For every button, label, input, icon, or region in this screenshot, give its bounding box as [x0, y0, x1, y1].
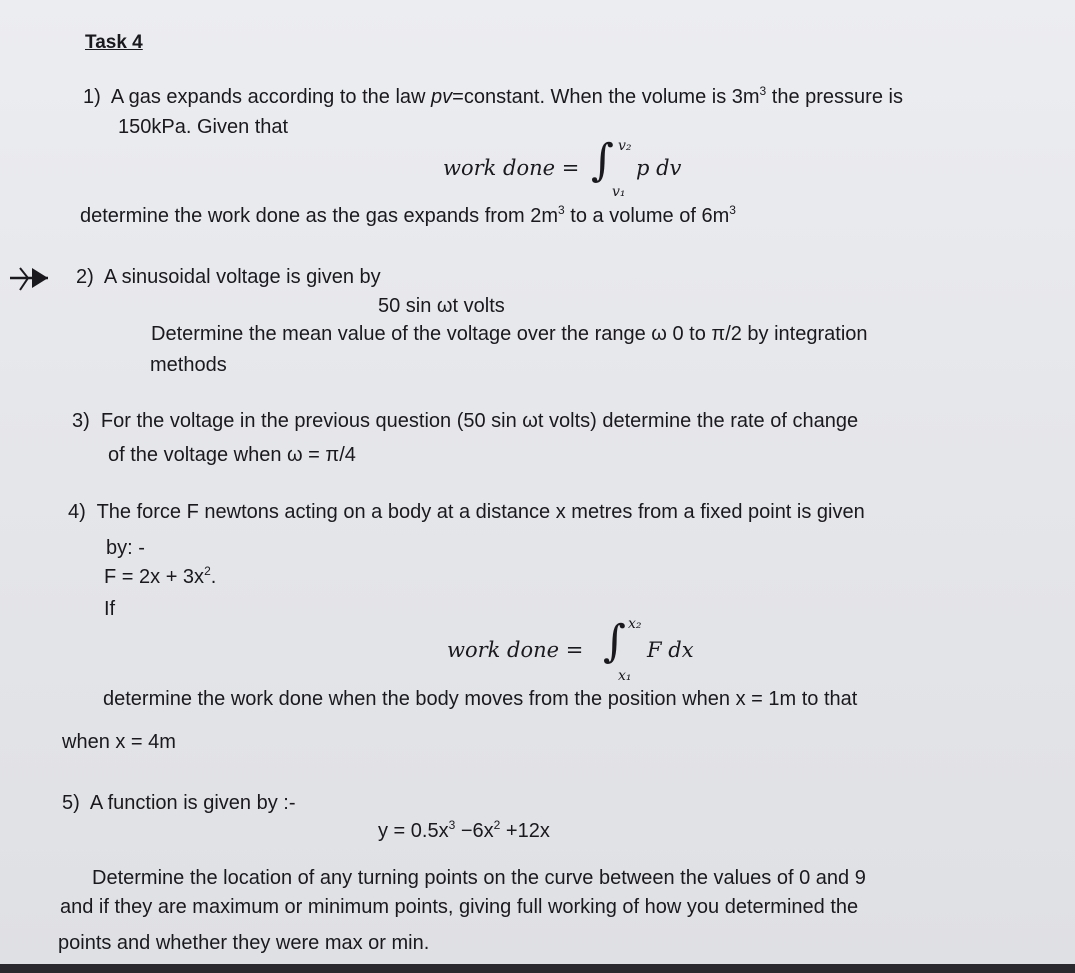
- task-title: Task 4: [85, 32, 143, 53]
- q2-line2: Determine the mean value of the voltage over the range ω 0 to π/2 by integration: [151, 323, 868, 345]
- q5-line4: points and whether they were max or min.: [58, 932, 430, 954]
- q4-line3-sup: 2: [204, 564, 211, 578]
- q1-line3-sup2: 3: [729, 203, 736, 217]
- q1-integral-sign: ∫: [591, 135, 614, 186]
- q1-line3-b: to a volume of 6m: [564, 205, 730, 227]
- q5-expr-c: +12x: [500, 820, 550, 842]
- q4-number: 4): [68, 501, 86, 523]
- arrow-mark-icon: [8, 262, 52, 296]
- q2-line3: methods: [150, 354, 227, 376]
- q5-expr: [378, 818, 550, 844]
- q1-line1: [83, 84, 903, 110]
- q5-expr-sup1: 3: [448, 818, 456, 832]
- q4-line5: determine the work done when the body moves from the position when x = 1m to that: [103, 688, 858, 710]
- q5-text: A function is given by :-: [89, 792, 296, 814]
- q1-number: 1): [83, 86, 101, 108]
- q1-upper-limit: v₂: [618, 138, 632, 154]
- q4-line6: when x = 4m: [62, 731, 176, 753]
- q5-line2: Determine the location of any turning points on the curve between the values of 0 and 9: [92, 867, 866, 889]
- q4-line3: [104, 564, 216, 590]
- q5-line3: and if they are maximum or minimum points, giving full working of how you determined the: [60, 896, 859, 918]
- q1-sup: 3: [759, 84, 767, 98]
- q1-text-a: A gas expands according to the law: [110, 86, 426, 108]
- q1-text-d: the pressure is: [766, 86, 903, 108]
- q3-number: 3): [72, 410, 90, 432]
- q2-expr: 50 sin ωt volts: [378, 295, 505, 317]
- q5-expr-a: y = 0.5x: [378, 820, 449, 842]
- q4-integral-sign: ∫: [603, 616, 626, 667]
- q1-formula-lhs: work done =: [443, 156, 580, 180]
- q1-line2: 150kPa. Given that: [118, 116, 289, 138]
- q4-line1: [68, 499, 865, 525]
- q5-expr-b: −6x: [455, 820, 494, 842]
- q4-lower-limit: x₁: [618, 668, 632, 684]
- q5-expr-sup2: 2: [493, 818, 501, 832]
- q4-text: The force F newtons acting on a body at a distance x metres from a fixed point is given: [96, 501, 865, 523]
- q1-line3-sup1: 3: [558, 203, 565, 217]
- q1-text-c: =constant. When the volume is 3m: [452, 86, 760, 108]
- q3-text: For the voltage in the previous question (50 sin ωt volts) determine the rate of change: [100, 410, 859, 432]
- q4-line3-b: .: [210, 566, 217, 588]
- q1-line3-a: determine the work done as the gas expands from 2m: [80, 205, 559, 227]
- q4-line3-a: F = 2x + 3x: [104, 566, 205, 588]
- q1-lower-limit: v₁: [612, 184, 626, 200]
- q1-integrand: p dv: [636, 156, 682, 180]
- q4-integrand: F dx: [647, 638, 694, 662]
- q5-number: 5): [62, 792, 80, 814]
- q4-formula-lhs: work done =: [447, 638, 584, 662]
- q4-line4: If: [104, 598, 116, 620]
- q1-line3: [80, 203, 736, 229]
- q4-upper-limit: x₂: [628, 616, 642, 632]
- page-bottom-edge: [0, 964, 1075, 973]
- q2-number: 2): [76, 266, 94, 288]
- q2-line1: [76, 264, 381, 290]
- q2-text: A sinusoidal voltage is given by: [103, 266, 381, 288]
- q5-line1: [62, 790, 295, 816]
- q4-line2: by: -: [106, 537, 145, 559]
- q1-pv: pv: [431, 86, 453, 108]
- q3-line2: of the voltage when ω = π/4: [108, 444, 356, 466]
- q3-line1: [72, 408, 858, 434]
